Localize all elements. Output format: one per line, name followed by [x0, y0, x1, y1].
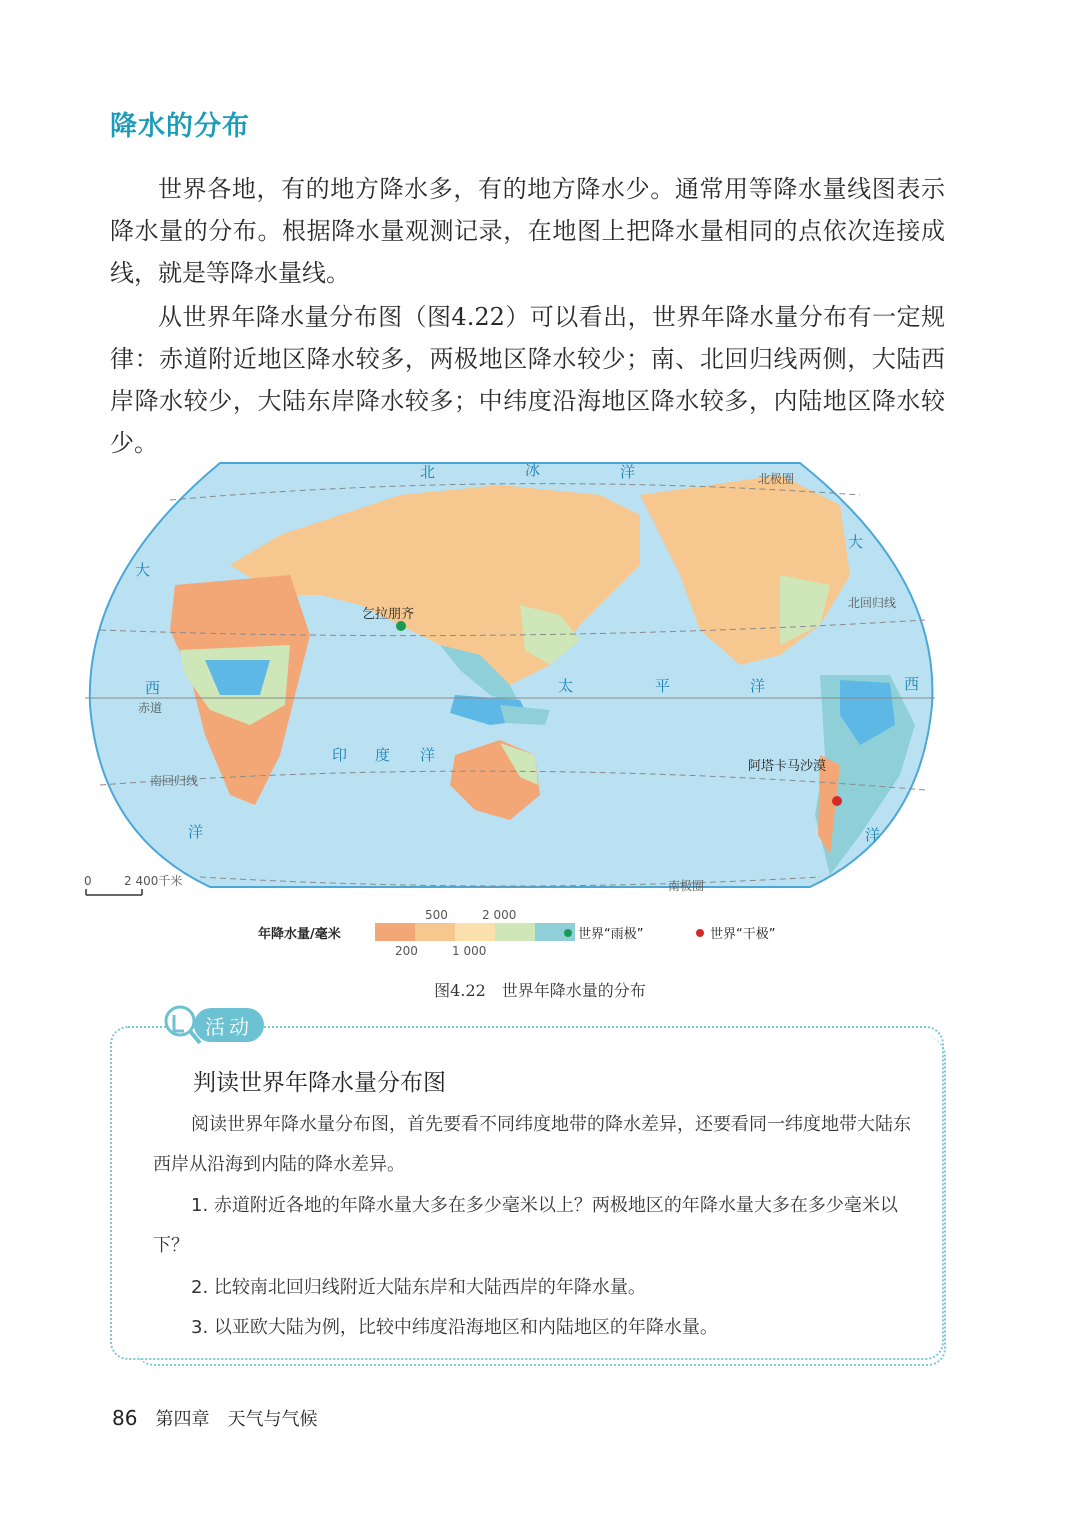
activity-question-2: 2. 比较南北回归线附近大陆东岸和大陆西岸的年降水量。	[191, 1277, 646, 1298]
arctic-circle-label: 北极圈	[758, 472, 795, 486]
tropic-capricorn-label: 南回归线	[150, 774, 199, 788]
legend-title: 年降水量/毫米	[258, 927, 341, 942]
legend-swatch-3	[455, 923, 495, 941]
activity-intro: 阅读世界年降水量分布图，首先要看不同纬度地带的降水差异，还要看同一纬度地带大陆东西岸从沿海到内陆的降水差异。	[153, 1114, 911, 1175]
page-number: 86	[112, 1406, 138, 1430]
chapter-title: 第四章 天气与气候	[155, 1409, 318, 1430]
arctic-label-3: 洋	[620, 465, 636, 481]
paragraph-2: 从世界年降水量分布图（图4.22）可以看出，世界年降水量分布有一定规律：赤道附近地区降水较多，两极地区降水较少；南、北回归线两侧，大陆西岸降水较少，大陆东岸降水较多；中纬度沿海地区降水较多，内陆地区降水较少。	[110, 303, 945, 457]
legend-wet-dot	[564, 929, 572, 937]
legend-tick-500: 500	[425, 908, 448, 922]
atlantic-right-label-2: 西	[904, 677, 920, 693]
section-title: 降水的分布	[110, 111, 250, 142]
legend-swatch-4	[495, 923, 535, 941]
dry-pole-label: 阿塔卡马沙漠	[748, 759, 827, 774]
legend-wet-label: 世界“雨极”	[578, 927, 644, 942]
legend-swatch-1	[375, 923, 415, 941]
arctic-label-1: 北	[420, 465, 436, 481]
world-precipitation-map	[80, 455, 940, 970]
page-footer	[112, 1405, 317, 1431]
pacific-label-3: 洋	[750, 679, 766, 695]
indian-label-1: 印	[332, 748, 348, 764]
pacific-label-2: 平	[655, 679, 671, 695]
indian-label-3: 洋	[420, 748, 436, 764]
pacific-label-1: 太	[558, 679, 574, 695]
equator-label: 赤道	[138, 701, 163, 715]
activity-question-3: 3. 以亚欧大陆为例，比较中纬度沿海地区和内陆地区的年降水量。	[191, 1317, 718, 1338]
activity-badge	[160, 1004, 272, 1046]
scale-distance: 2 400千米	[124, 874, 183, 888]
atlantic-right-label-3: 洋	[865, 828, 881, 844]
activity-title: 判读世界年降水量分布图	[193, 1070, 446, 1096]
indian-label-2: 度	[375, 748, 391, 764]
activity-badge-label: 活动	[194, 1008, 264, 1042]
legend-tick-200: 200	[395, 944, 418, 958]
legend-swatch-2	[415, 923, 455, 941]
atlantic-right-label-1: 大	[848, 535, 864, 551]
arctic-label-2: 冰	[525, 463, 541, 479]
legend-dry-label: 世界“干极”	[710, 927, 776, 942]
dry-pole-marker	[832, 796, 842, 806]
paragraph-1: 世界各地，有的地方降水多，有的地方降水少。通常用等降水量线图表示降水量的分布。根据降水量观测记录，在地图上把降水量相同的点依次连接成线，就是等降水量线。	[110, 175, 945, 287]
atlantic-left-label-2: 西	[145, 681, 161, 697]
atlantic-left-label-3: 洋	[188, 825, 204, 841]
figure-caption: 图4.22 世界年降水量的分布	[434, 981, 646, 1000]
legend-tick-1000: 1 000	[452, 944, 487, 958]
scale-zero: 0	[84, 874, 92, 888]
antarctic-circle-label: 南极圈	[668, 879, 705, 893]
wet-pole-label: 乞拉朋齐	[362, 607, 415, 622]
activity-question-1: 1. 赤道附近各地的年降水量大多在多少毫米以上？两极地区的年降水量大多在多少毫米以下？	[153, 1195, 898, 1256]
tropic-cancer-label: 北回归线	[848, 596, 897, 610]
wet-pole-marker	[396, 621, 406, 631]
legend-dry-dot	[696, 929, 704, 937]
legend-tick-2000: 2 000	[482, 908, 517, 922]
atlantic-left-label-1: 大	[135, 563, 151, 579]
